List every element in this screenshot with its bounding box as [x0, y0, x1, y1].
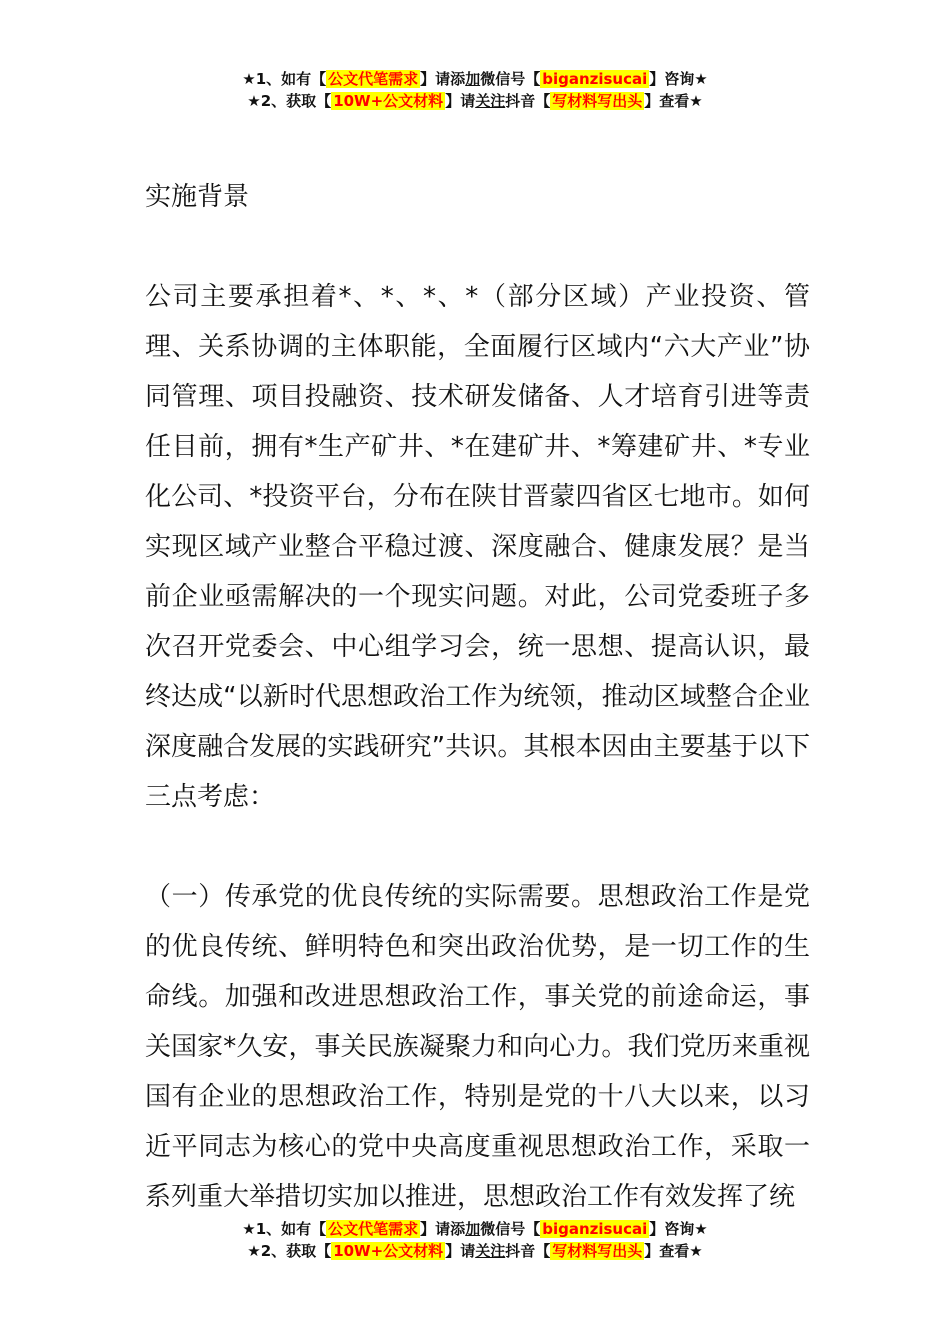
banner-text: 】查看★ — [644, 92, 703, 110]
banner-text: ★1、如有【 — [242, 70, 327, 88]
banner-text: ★2、获取【 — [247, 1242, 332, 1260]
banner-line-2 — [0, 90, 950, 112]
banner-text: 】查看★ — [644, 1242, 703, 1260]
banner-text: 】请 — [445, 92, 476, 110]
banner-highlight: biganzisucai — [542, 70, 648, 88]
banner-highlight: biganzisucai — [542, 1220, 648, 1238]
banner-text: 微信号【 — [480, 1220, 541, 1238]
paragraph-background: 公司主要承担着*、*、*、*（部分区域）产业投资、管理、关系协调的主体职能，全面履行区域内“六大产业”协同管理、项目投融资、技术研发储备、人才培育引进等责任目前，拥有*生产矿井、*在建矿井、*筹建矿井、*专业化公司、*投资平台，分布在陕甘晋蒙四省区七地市。如何实现区域产业整合平稳过渡、深度融合、健康发展？是当前企业亟需解决的一个现实问题。对此，公司党委班子多次召开党委会、中心组学习会，统一思想、提高认识，最终达成“以新时代思想政治工作为统领，推动区域整合企业深度融合发展的实践研究”共识。其根本因由主要基于以下三点考虑： — [145, 282, 810, 812]
banner-text: 】请添 — [420, 70, 466, 88]
banner-text: ★2、获取【 — [247, 92, 332, 110]
banner-text: 抖音【 — [505, 92, 551, 110]
banner-highlight: 写材料写出头 — [552, 1242, 643, 1260]
document-body — [145, 172, 810, 1222]
banner-underlined-text: 关注 — [475, 92, 506, 110]
paragraph-point-one: （一）传承党的优良传统的实际需要。思想政治工作是党的优良传统、鲜明特色和突出政治优势，是一切工作的生命线。加强和改进思想政治工作，事关党的前途命运，事关国家*久安，事关民族凝聚力和向心力。我们党历来重视国有企业的思想政治工作，特别是党的十八大以来，以习近平同志为核心的党中央高度重视思想政治工作，采取一系列重大举措切实加以推进，思想政治工作有效发挥了统 — [145, 882, 810, 1212]
section-heading: 实施背景 — [145, 182, 250, 212]
banner-text: 】咨询★ — [649, 1220, 708, 1238]
banner-text: 】请 — [445, 1242, 476, 1260]
banner-highlight: 10W+公文材料 — [333, 1242, 444, 1260]
banner-line-1 — [0, 68, 950, 90]
banner-highlight: 公文代笔需求 — [328, 1220, 419, 1238]
banner-highlight: 公文代笔需求 — [328, 70, 419, 88]
banner-text: 】咨询★ — [649, 70, 708, 88]
banner-text: 微信号【 — [480, 70, 541, 88]
banner-highlight: 10W+公文材料 — [333, 92, 444, 110]
banner-text: 抖音【 — [505, 1242, 551, 1260]
bottom-banner — [0, 1218, 950, 1262]
banner-underlined-text: 加 — [465, 1220, 481, 1238]
top-banner — [0, 68, 950, 112]
banner-text: 】请添 — [420, 1220, 466, 1238]
banner-highlight: 写材料写出头 — [552, 92, 643, 110]
banner-line-1 — [0, 1218, 950, 1240]
banner-text: ★1、如有【 — [242, 1220, 327, 1238]
banner-line-2 — [0, 1240, 950, 1262]
banner-underlined-text: 加 — [465, 70, 481, 88]
banner-underlined-text: 关注 — [475, 1242, 506, 1260]
